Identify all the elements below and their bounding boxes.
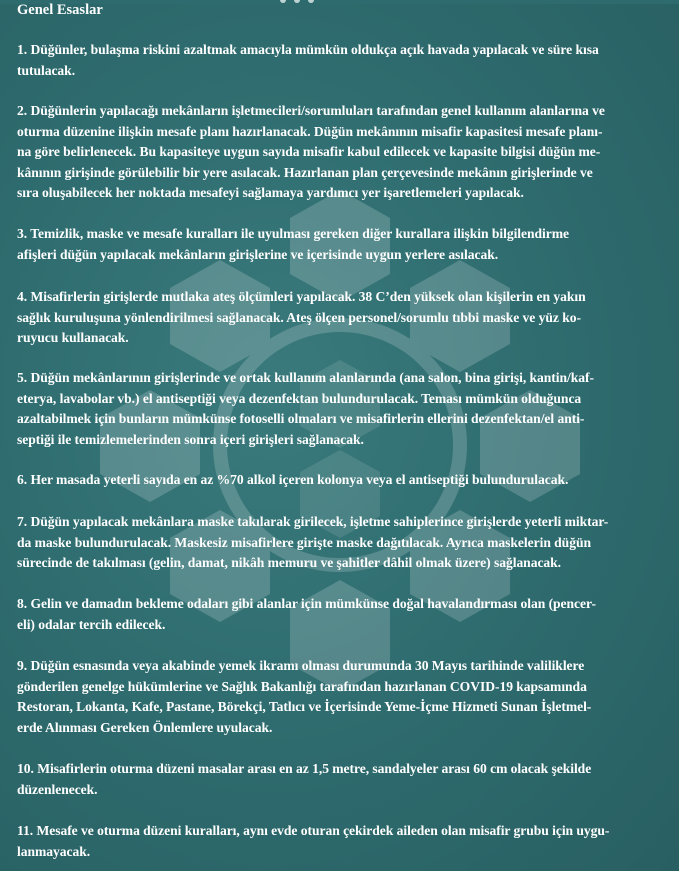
list-item-11: 11. Mesafe ve oturma düzeni kuralları, aynı evde oturan çekirdek aileden olan misafir grubu için uygu- lanmayacak. <box>17 823 610 859</box>
list-item-9: 9. Düğün esnasında veya akabinde yemek ikramı olması durumunda 30 Mayıs tarihinde valiliklere gönderilen genelge hükümlerine ve Sağlık Bakanlığı tarafından hazırlanan COVID-19 kapsamında Restoran, Lokanta, Kafe, Pastane, Börekçi, Tatlıcı ve İçerisinde Yeme-İçme Hizmeti Sunan İşletmel- erde Alınması Gereken Önlemlere uyulacak. <box>17 658 592 735</box>
list-item-6: 6. Her masada yeterli sayıda en az %70 alkol içeren kolonya veya el antiseptiği bulundurulacak. <box>17 472 569 487</box>
list-item-8: 8. Gelin ve damadın bekleme odaları gibi alanlar için mümkünse doğal havalandırması olan (pencer- eli) odalar tercih edilecek. <box>17 596 596 632</box>
document-body <box>17 0 669 859</box>
list-item-5: 5. Düğün mekânlarının girişlerinde ve ortak kullanım alanlarında (ana salon, bina girişi, kantin/kaf- eterya, lavabolar vb.) el antiseptiği veya dezenfektan bulundurulacak. Teması mümkün olduğunca azaltabilmek için bunların mümkünse fotoselli olmaları ve misafirlerin ellerini dezenfektan/el anti- septiği ile temizlemelerinden sonra içeri girişleri sağlanacak. <box>17 370 594 447</box>
section-heading: Genel Esaslar <box>17 2 103 18</box>
list-item-2: 2. Düğünlerin yapılacağı mekânların işletmecileri/sorumluları tarafından genel kullanım alanlarına ve oturma düzenine ilişkin mesafe planı hazırlanacak. Düğün mekânının misafir kapasitesi mesafe planı- na göre belirlenecek. Bu kapasiteye uygun sayıda misafir kabul edilecek ve kapasite bilgisi düğün me- kânının girişinde görülebilir bir yere asılacak. Hazırlanan plan çerçevesinde mekânın girişlerinde ve sıra oluşabilecek her noktada mesafeyi sağlamaya yardımcı yer işaretlemeleri yapılacak. <box>17 103 605 201</box>
list-item-7: 7. Düğün yapılacak mekânlara maske takılarak girilecek, işletme sahiplerince girişlerde yeterli miktar- da maske bulundurulacak. Maskesiz misafirlere girişte maske dağıtılacak. Ayrıca maskelerin düğün sürecinde de takılması (gelin, damat, nikâh memuru ve şahitler dâhil olmak üzere) sağlanacak. <box>17 514 609 571</box>
list-item-10: 10. Misafirlerin oturma düzeni masalar arası en az 1,5 metre, sandalyeler arası 60 cm olacak şekilde düzenlenecek. <box>17 761 592 797</box>
list-item-4: 4. Misafirlerin girişlerde mutlaka ateş ölçümleri yapılacak. 38 C’den yüksek olan kişilerin en yakın sağlık kuruluşuna yönlendirilmesi sağlanacak. Ateş ölçen personel/sorumlu tıbbi maske ve yüz ko- ruyucu kullanacak. <box>17 289 586 346</box>
list-item-1: 1. Düğünler, bulaşma riskini azaltmak amacıyla mümkün oldukça açık havada yapılacak ve süre kısa tutulacak. <box>17 42 599 78</box>
list-item-3: 3. Temizlik, maske ve mesafe kuralları ile uyulması gereken diğer kurallara ilişkin bilgilendirme afişleri düğün yapılacak mekânların girişlerine ve içerisinde uygun yerlere asılacak. <box>17 226 569 262</box>
